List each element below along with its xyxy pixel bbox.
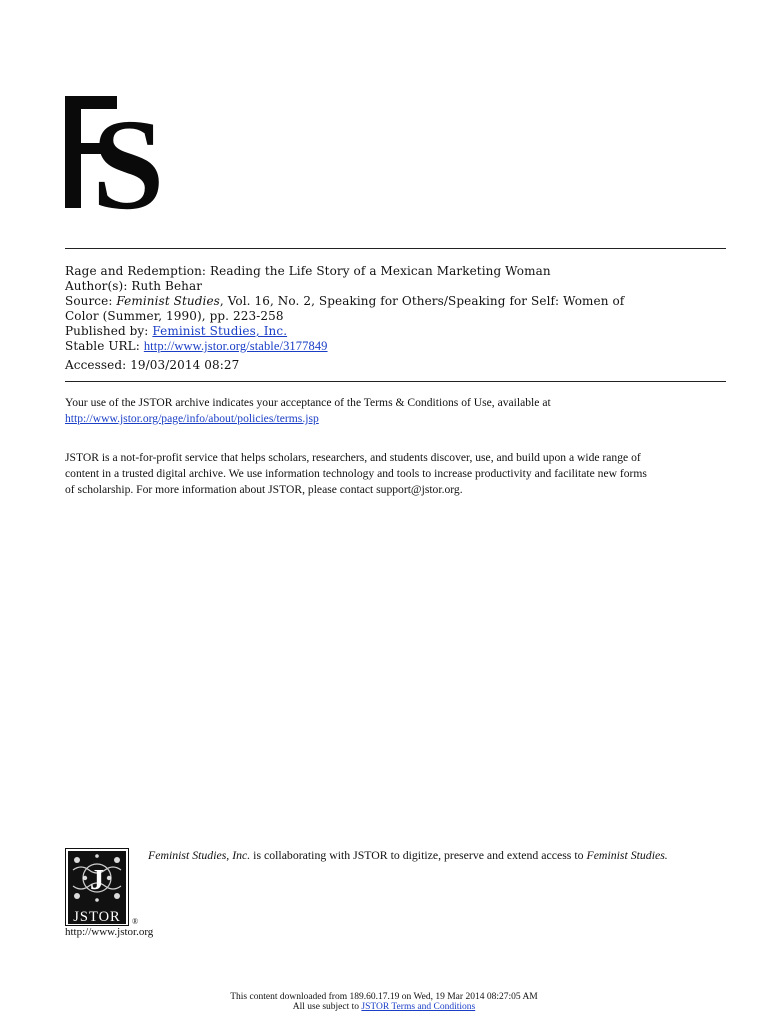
accessed-line: Accessed: 19/03/2014 08:27 bbox=[65, 358, 240, 372]
download-note: This content downloaded from 189.60.17.19 on Wed, 19 Mar 2014 08:27:05 AM bbox=[230, 992, 538, 1002]
source-journal: Feminist Studies bbox=[116, 294, 220, 308]
article-title: Rage and Redemption: Reading the Life Story of a Mexican Marketing Woman bbox=[65, 264, 551, 278]
middle-divider bbox=[65, 381, 726, 382]
about-line-2: content in a trusted digital archive. We use information technology and tools to increase productivity and facilitate new forms bbox=[65, 466, 647, 480]
registered-mark: ® bbox=[132, 917, 139, 926]
collaboration-statement: Feminist Studies, Inc. is collaborating with JSTOR to digitize, preserve and extend access to Feminist Studies. bbox=[148, 848, 668, 862]
collab-publisher: Feminist Studies, Inc. bbox=[148, 848, 251, 862]
terms-paragraph bbox=[65, 395, 735, 427]
jstor-homepage-url: http://www.jstor.org bbox=[65, 926, 154, 938]
logo-letter-s: S bbox=[92, 93, 165, 212]
top-divider bbox=[65, 248, 726, 249]
about-line-1: JSTOR is a not-for-profit service that helps scholars, researchers, and students discover, use, and build upon a wide range of bbox=[65, 451, 641, 464]
accessed-date: 19/03/2014 08:27 bbox=[130, 358, 240, 372]
stable-url-line: Stable URL: http://www.jstor.org/stable/3177849 bbox=[65, 339, 328, 353]
jstor-logo bbox=[65, 848, 145, 928]
collab-journal: Feminist Studies. bbox=[586, 848, 668, 862]
publisher-link[interactable]: Feminist Studies, Inc. bbox=[152, 324, 288, 338]
about-line-3: of scholarship. For more information about JSTOR, please contact support@jstor.org. bbox=[65, 482, 463, 496]
authors-line: Author(s): Ruth Behar bbox=[65, 279, 203, 293]
svg-text:J: J bbox=[90, 865, 104, 896]
published-line: Published by: Feminist Studies, Inc. bbox=[65, 324, 288, 338]
source-line: Source: Feminist Studies, Vol. 16, No. 2, Speaking for Others/Speaking for Self: Women of bbox=[65, 294, 625, 308]
terms-text: Your use of the JSTOR archive indicates your acceptance of the Terms & Conditions of Use, available at bbox=[65, 396, 551, 409]
terms-link[interactable]: http://www.jstor.org/page/info/about/policies/terms.jsp bbox=[65, 411, 319, 425]
terms-note: All use subject to JSTOR Terms and Conditions bbox=[292, 1002, 476, 1012]
source-line-2: Color (Summer, 1990), pp. 223-258 bbox=[65, 309, 284, 323]
footer-terms-link[interactable]: JSTOR Terms and Conditions bbox=[361, 1002, 476, 1012]
jstor-seal-wordmark: JSTOR bbox=[73, 909, 121, 925]
stable-url-link[interactable]: http://www.jstor.org/stable/3177849 bbox=[143, 339, 328, 353]
about-jstor-paragraph bbox=[65, 450, 735, 497]
author-name: Ruth Behar bbox=[131, 279, 203, 293]
feminist-studies-logo bbox=[62, 88, 186, 212]
